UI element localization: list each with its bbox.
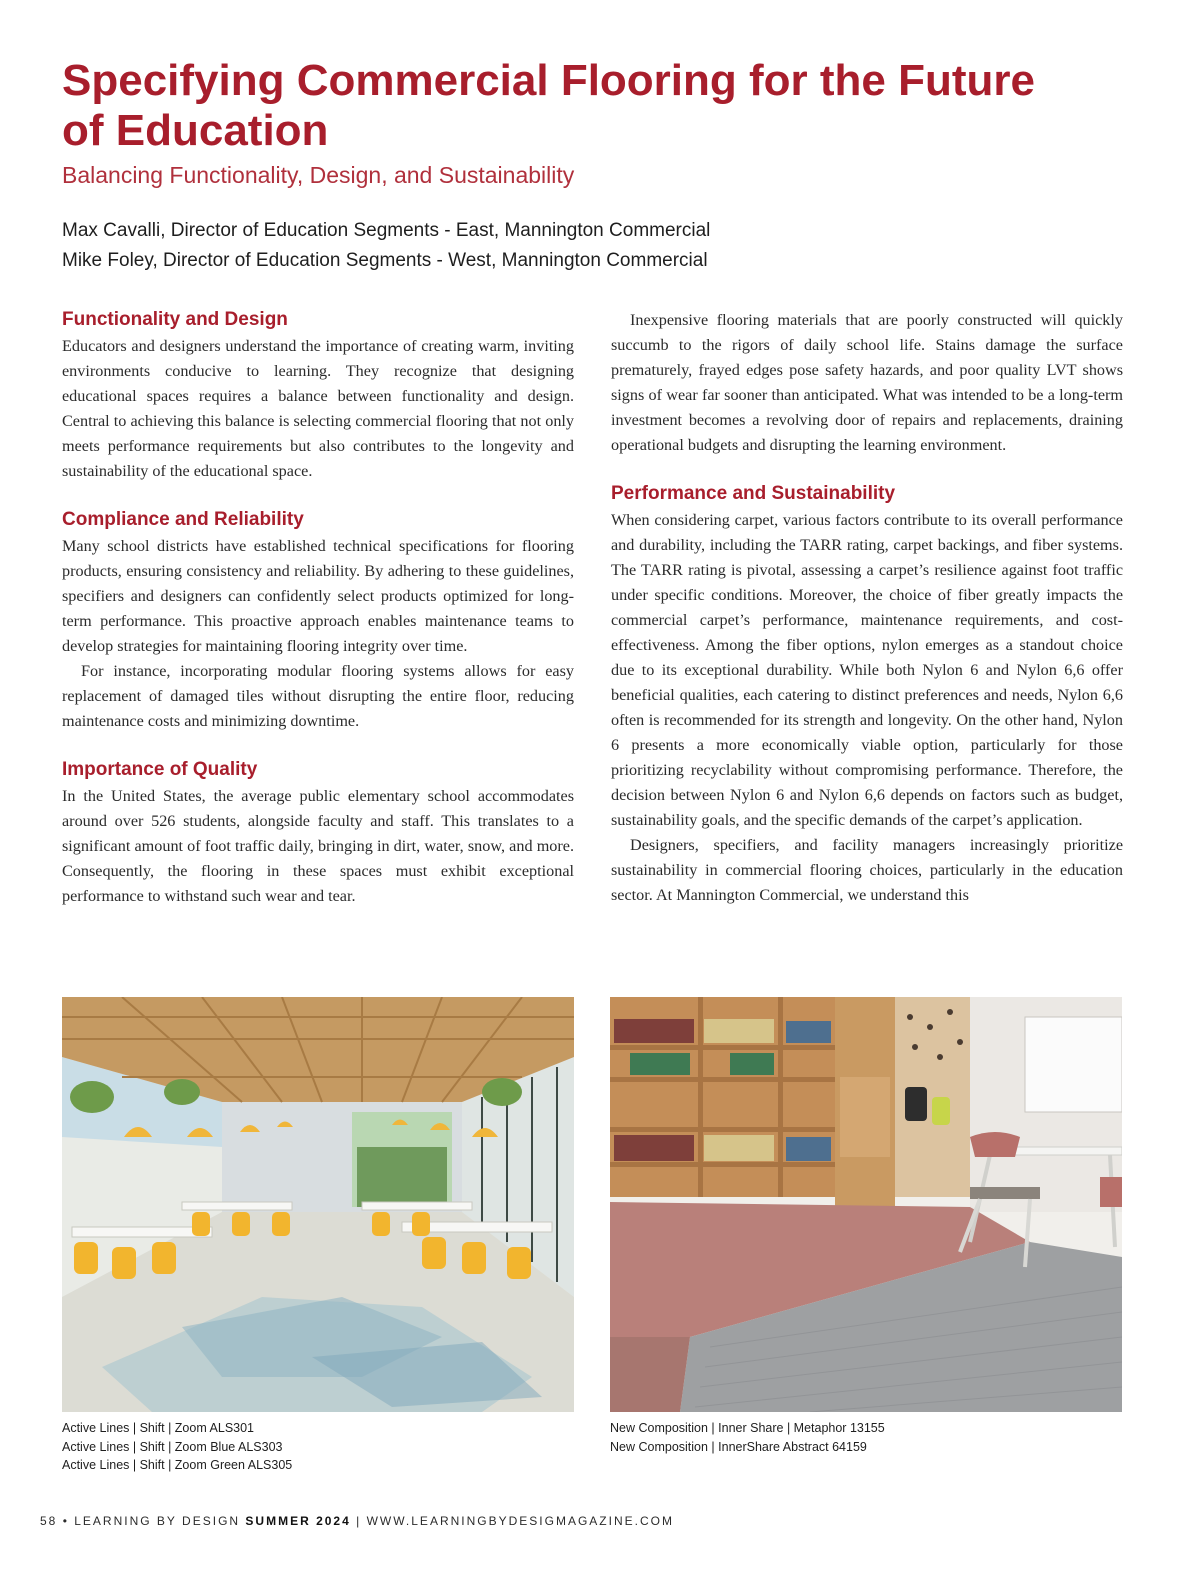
author-line: Mike Foley, Director of Education Segments - West, Mannington Commercial bbox=[62, 250, 708, 271]
cafeteria-photo bbox=[62, 997, 574, 1412]
caption-line: Active Lines | Shift | Zoom Green ALS305 bbox=[62, 1458, 293, 1472]
paragraph: For instance, incorporating modular flooring systems allows for easy replacement of damaged tiles without disrupting the entire floor, reducing maintenance costs and minimizing downtime. bbox=[62, 662, 574, 730]
caption-line: Active Lines | Shift | Zoom Blue ALS303 bbox=[62, 1439, 283, 1454]
paragraph: When considering carpet, various factors contribute to its overall performance and durability, including the TARR rating, carpet backings, and fiber systems. The TARR rating is pivotal, assessing a carpet’s resilience against foot traffic under specific conditions. Moreover, the choice of fiber greatly impacts the commercial carpet’s performance, maintenance requirements, and cost-effectiveness. Among the fiber options, nylon emerges as a standout choice due to its exceptional durability. While both Nylon 6 and Nylon 6,6 offer beneficial qualities, each catering to distinct preferences and needs, Nylon 6,6 often is recommended for its strength and longevity. On the other hand, Nylon 6 presents a more economically viable option, particularly for those prioritizing recyclability without compromising performance. Therefore, the decision between Nylon 6 and Nylon 6,6 depends on factors such as budget, sustainability goals, and the specific demands of the carpet’s application. bbox=[611, 511, 1123, 829]
paragraph: In the United States, the average public elementary school accommodates around over 526 students, alongside faculty and staff. This translates to a significant amount of foot traffic daily, bringing in dirt, water, snow, and more. Consequently, the flooring in these spaces must exhibit exceptional performance to withstand such wear and tear. bbox=[62, 787, 574, 905]
author-line: Max Cavalli, Director of Education Segments - East, Mannington Commercial bbox=[62, 220, 711, 241]
section-heading: Importance of Quality bbox=[62, 759, 258, 780]
section-heading: Performance and Sustainability bbox=[611, 483, 896, 504]
paragraph: Inexpensive flooring materials that are poorly constructed will quickly succumb to the rigors of daily school life. Stains damage the surface prematurely, frayed edges pose safety hazards, and poor quality LVT shows signs of wear far sooner than anticipated. What was intended to be a long-term investment becomes a revolving door of repairs and replacements, draining operational budgets and disrupting the learning environment. bbox=[611, 311, 1123, 454]
article-title: Specifying Commercial Flooring for the Future of Education bbox=[62, 56, 1035, 155]
right-text-column bbox=[611, 308, 1123, 908]
issue-label: SUMMER 2024 bbox=[245, 1514, 351, 1528]
author-list bbox=[62, 216, 710, 276]
footer-divider: | bbox=[356, 1514, 362, 1528]
photo-caption-right bbox=[610, 1419, 885, 1456]
caption-line: Active Lines | Shift | Zoom ALS301 bbox=[62, 1421, 255, 1435]
website-link[interactable]: WWW.LEARNINGBYDESIGMAGAZINE.COM bbox=[366, 1514, 674, 1528]
left-text-column bbox=[62, 308, 574, 909]
paragraph: Educators and designers understand the importance of creating warm, inviting environments conducive to learning. They recognize that designing educational spaces requires a balance between functionality and design. Central to achieving this balance is selecting commercial flooring that not only meets performance requirements but also contributes to the longevity and sustainability of the educational space. bbox=[62, 337, 574, 480]
section-heading: Compliance and Reliability bbox=[62, 509, 304, 530]
article-subtitle: Balancing Functionality, Design, and Sustainability bbox=[62, 162, 575, 188]
caption-line: New Composition | InnerShare Abstract 64159 bbox=[610, 1439, 867, 1454]
page-number: 58 bbox=[40, 1514, 58, 1528]
bullet-separator: • bbox=[62, 1514, 69, 1528]
page-footer bbox=[40, 1514, 674, 1528]
photo-caption-left bbox=[62, 1419, 292, 1475]
section-heading: Functionality and Design bbox=[62, 309, 288, 330]
paragraph: Designers, specifiers, and facility managers increasingly prioritize sustainability in commercial flooring choices, particularly in the education sector. At Mannington Commercial, we understand this bbox=[611, 836, 1123, 904]
caption-line: New Composition | Inner Share | Metaphor 13155 bbox=[610, 1421, 885, 1435]
classroom-photo bbox=[610, 997, 1122, 1412]
publication-name: LEARNING BY DESIGN bbox=[74, 1514, 241, 1528]
paragraph: Many school districts have established technical specifications for flooring products, ensuring consistency and reliability. By adhering to these guidelines, specifiers and designers can confidently select products optimized for long-term performance. This proactive approach enables maintenance teams to develop strategies for maintaining flooring integrity over time. bbox=[62, 537, 574, 655]
